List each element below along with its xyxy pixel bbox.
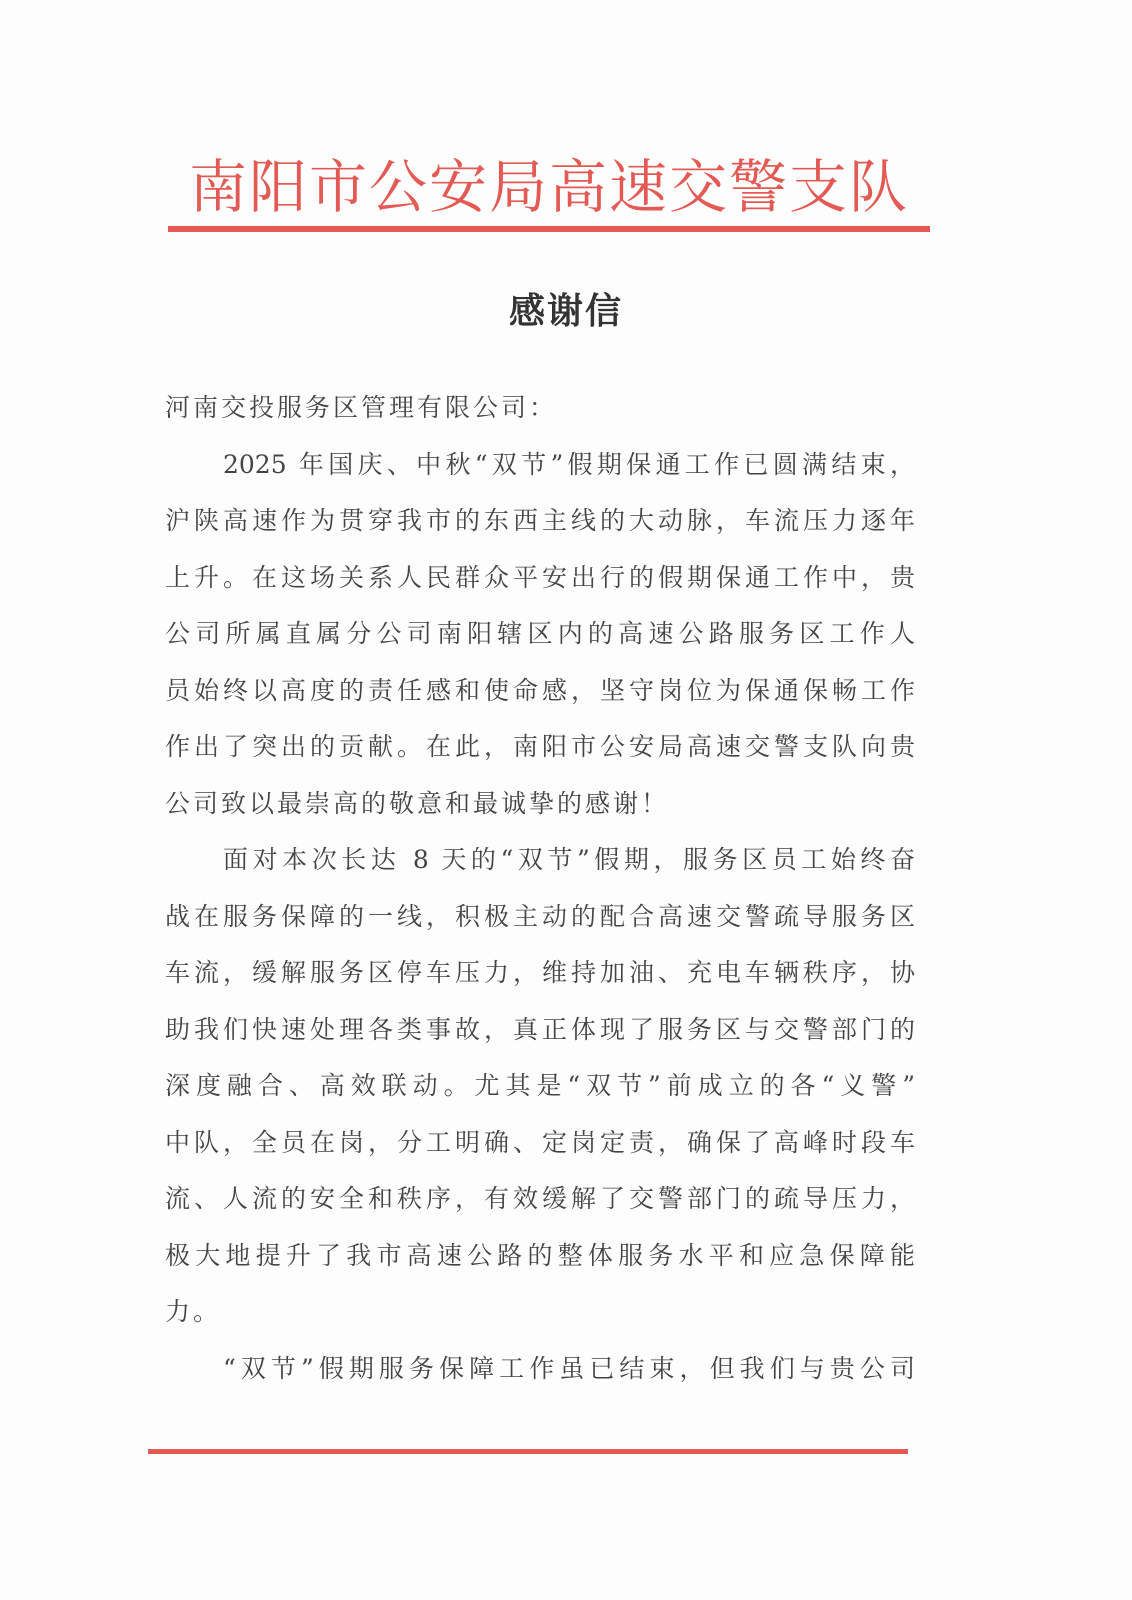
salutation: 河南交投服务区管理有限公司： <box>165 393 558 422</box>
paragraph-1-line: 员始终以高度的责任感和使命感，坚守岗位为保通保畅工作 <box>165 675 915 705</box>
paragraph-1-line: 公司所属直属分公司南阳辖区内的高速公路服务区工作人 <box>165 619 915 648</box>
document-title: 感谢信 <box>508 291 623 332</box>
paragraph-2-line: 战在服务保障的一线，积极主动的配合高速交警疏导服务区 <box>165 901 915 931</box>
paragraph-2-line: 面对本次长达 8 天的“双节”假期，服务区员工始终奋 <box>223 845 915 874</box>
paragraph-2-line: 力。 <box>165 1297 222 1326</box>
paragraph-1-line: 沪陕高速作为贯穿我市的东西主线的大动脉，车流压力逐年 <box>165 506 915 535</box>
footer-divider <box>148 1449 908 1454</box>
paragraph-2-line: 深度融合、高效联动。尤其是“双节”前成立的各“义警” <box>165 1071 915 1100</box>
paragraph-2-line: 中队，全员在岗，分工明确、定岗定责，确保了高峰时段车 <box>165 1127 915 1157</box>
paragraph-1-line: 公司致以最崇高的敬意和最诚挚的感谢！ <box>165 788 670 818</box>
paragraph-2-line: 极大地提升了我市高速公路的整体服务水平和应急保障能 <box>165 1240 915 1270</box>
letter-body <box>165 380 915 1397</box>
paragraph-1-line: 2025 年国庆、中秋“双节”假期保通工作已圆满结束， <box>223 449 915 479</box>
paragraph-3-line: “双节”假期服务保障工作虽已结束，但我们与贵公司 <box>223 1353 915 1383</box>
letterhead-organization: 南阳市公安局高速交警支队 <box>188 153 909 221</box>
paragraph-2-line: 助我们快速处理各类事故，真正体现了服务区与交警部门的 <box>165 1014 915 1044</box>
paragraph-1-line: 上升。在这场关系人民群众平安出行的假期保通工作中，贵 <box>165 562 915 592</box>
paragraph-2-line: 车流，缓解服务区停车压力，维持加油、充电车辆秩序，协 <box>165 958 915 987</box>
paragraph-1-line: 作出了突出的贡献。在此，南阳市公安局高速交警支队向贵 <box>165 732 915 761</box>
paragraph-2-line: 流、人流的安全和秩序，有效缓解了交警部门的疏导压力， <box>165 1184 915 1213</box>
letterhead-divider <box>168 226 930 232</box>
